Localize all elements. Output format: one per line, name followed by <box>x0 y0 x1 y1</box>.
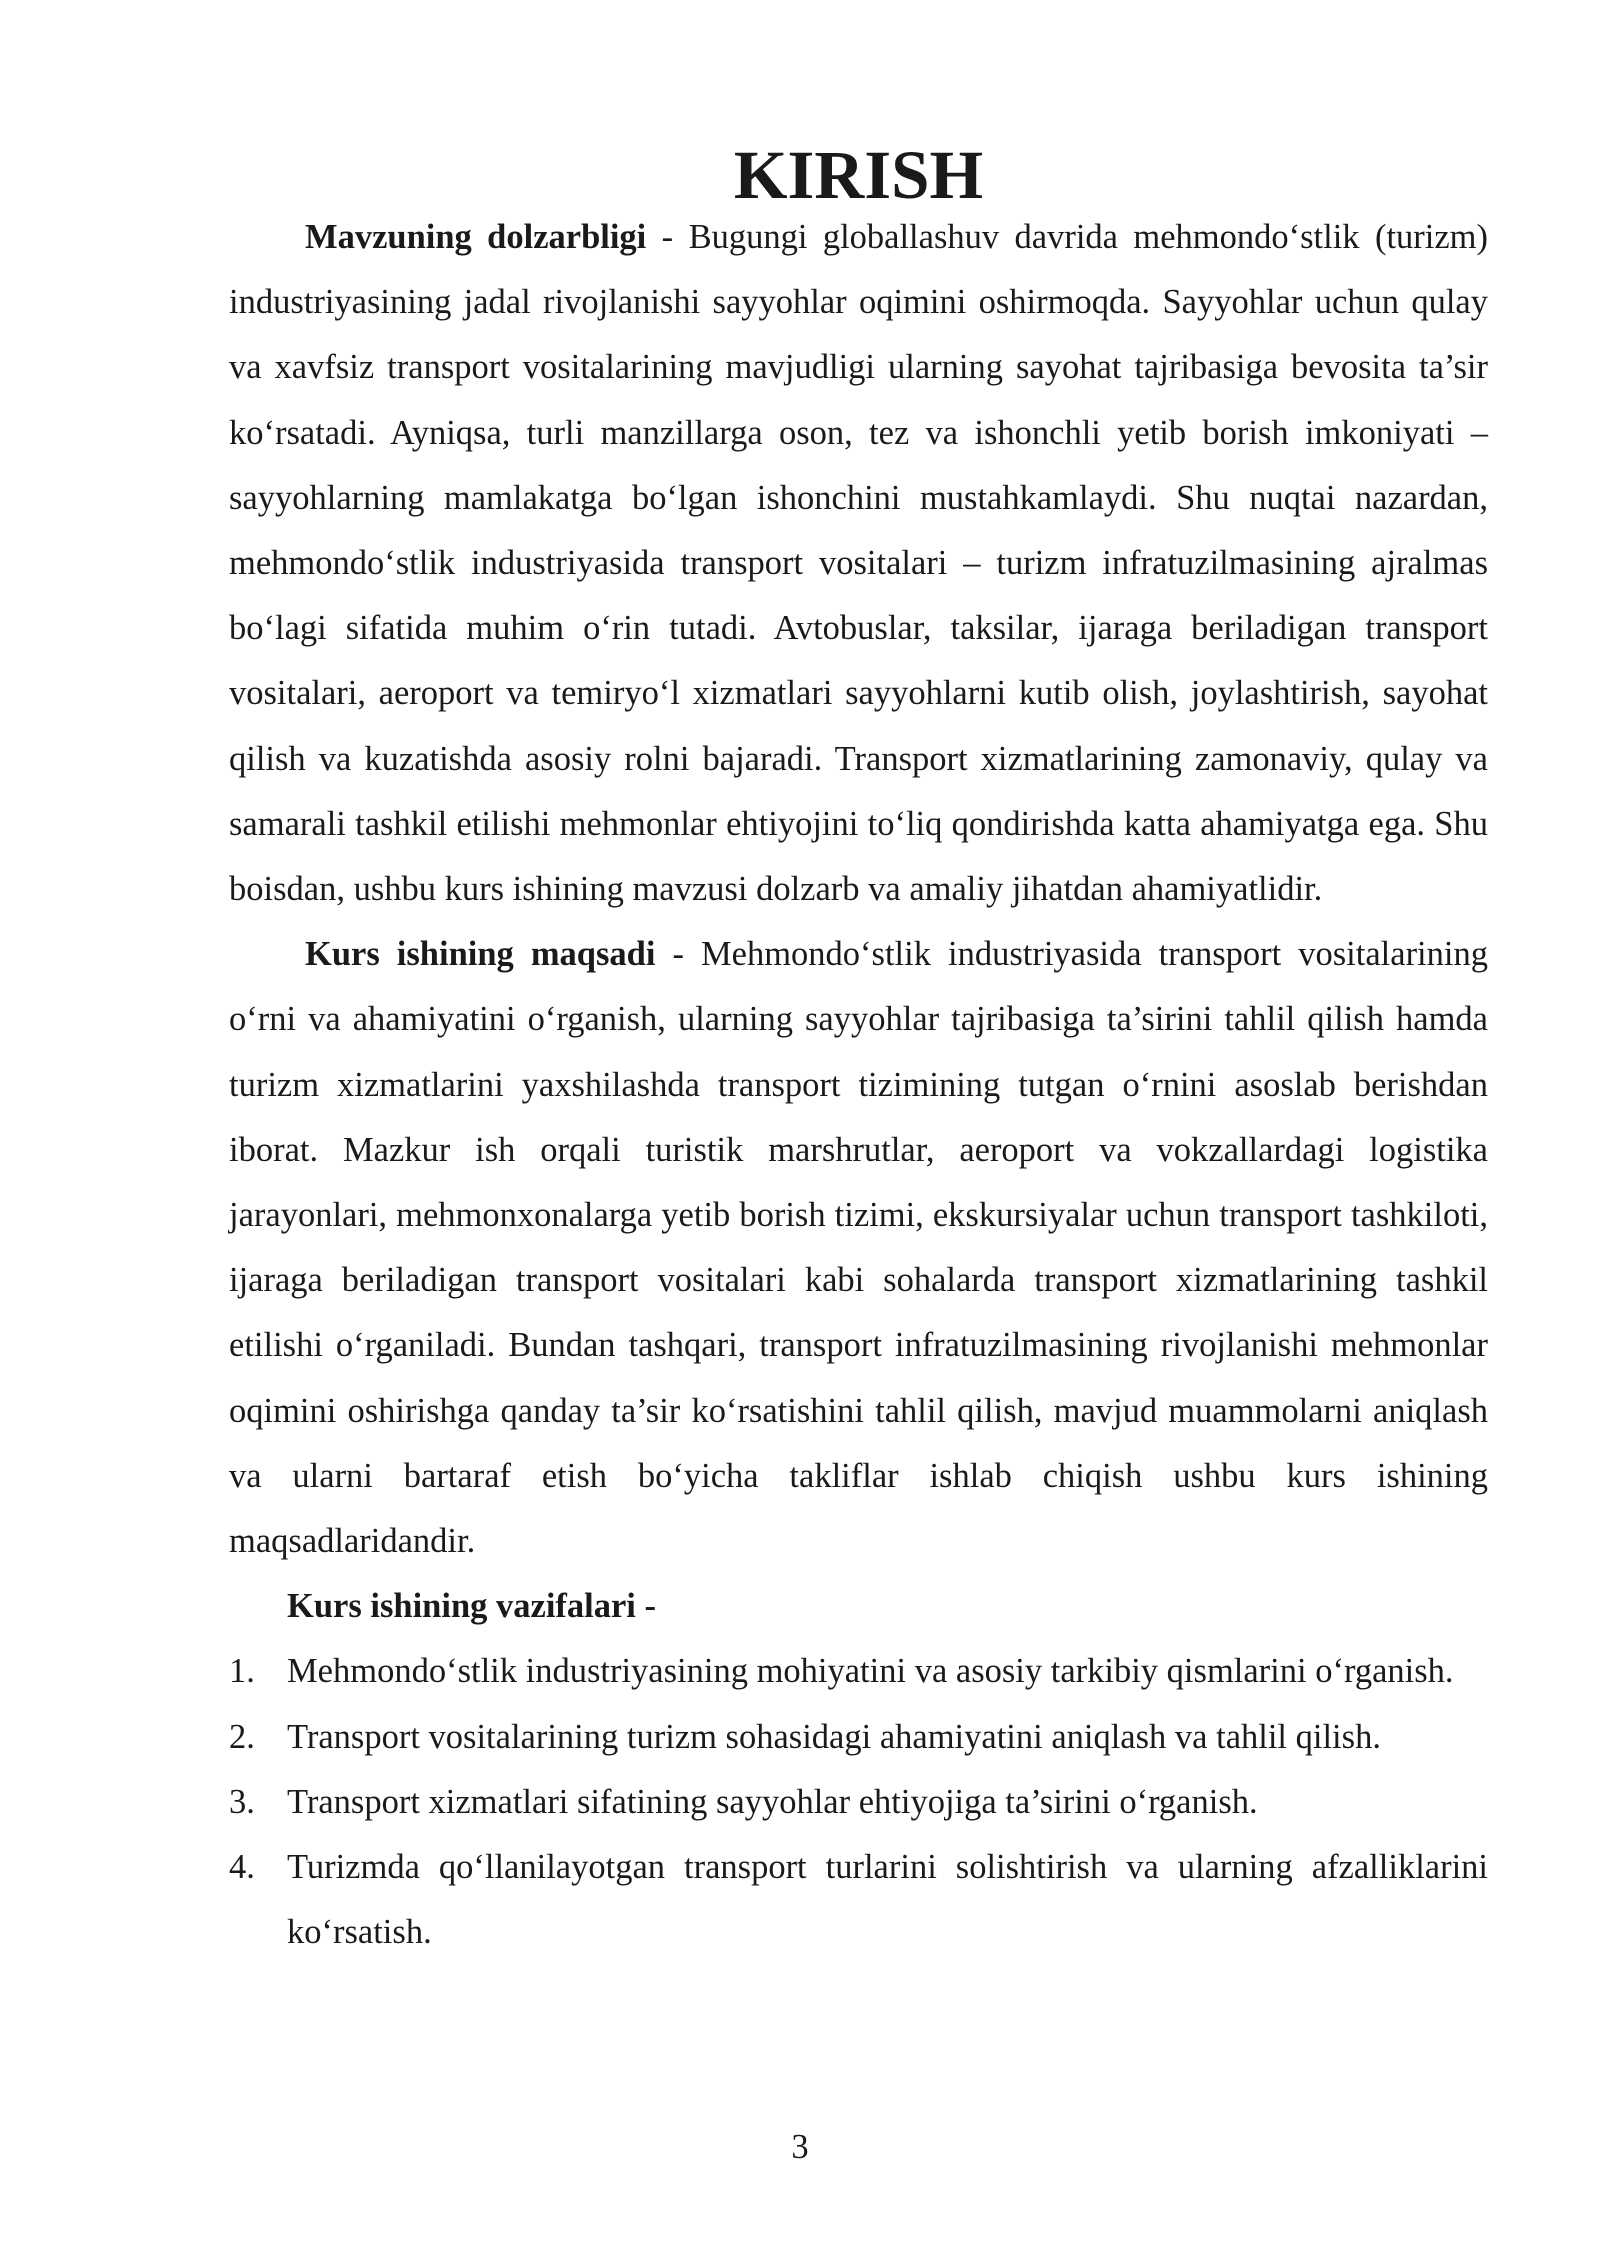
task-number: 1. <box>229 1652 255 1691</box>
task-number: 3. <box>229 1782 255 1821</box>
task-text: Mehmondo‘stlik industriyasining mohiyatini va asosiy tarkibiy qismlarini o‘rganish. <box>287 1652 1454 1691</box>
task-item <box>229 1835 1488 1965</box>
tasks-heading: Kurs ishining vazifalari - <box>287 1587 656 1626</box>
task-item <box>229 1705 1488 1770</box>
goal-paragraph <box>229 922 1488 1574</box>
tasks-list <box>229 1639 1488 1965</box>
goal-separator: - <box>655 935 701 974</box>
document-page <box>229 137 1488 1965</box>
task-text: Transport xizmatlari sifatining sayyohlar ehtiyojiga ta’sirini o‘rganish. <box>287 1782 1258 1821</box>
relevance-text: Bugungi globallashuv davrida mehmondo‘stlik (turizm) industriyasining jadal rivojlanishi sayyohlar oqimini oshirmoqda. Sayyohlar uchun qulay va xavfsiz transport vositalarining mavjudligi ularning sayohat tajribasiga bevosita ta’sir ko‘rsatadi. Ayniqsa, turli manzillarga oson, tez va ishonchli yetib borish imkoniyati – sayyohlarning mamlakatga bo‘lgan ishonchini mustahkamlaydi. Shu nuqtai nazardan, mehmondo‘stlik industriyasida transport vositalari – turizm infratuzilmasining ajralmas bo‘lagi sifatida muhim o‘rin tutadi. Avtobuslar, taksilar, ijaraga beriladigan transport vositalari, aeroport va temiryo‘l xizmatlari sayyohlarni kutib olish, joylashtirish, sayohat qilish va kuzatishda asosiy rolni bajaradi. Transport xizmatlarining zamonaviy, qulay va samarali tashkil etilishi mehmonlar ehtiyojini to‘liq qondirishda katta ahamiyatga ega. Shu boisdan, ushbu kurs ishining mavzusi dolzarb va amaliy jihatdan ahamiyatlidir. <box>229 218 1488 909</box>
goal-text: Mehmondo‘stlik industriyasida transport vositalarining o‘rni va ahamiyatini o‘rganish, ularning sayyohlar tajribasiga ta’sirini tahlil qilish hamda turizm xizmatlarini yaxshilashda transport tizimining tutgan o‘rnini asoslab berishdan iborat. Mazkur ish orqali turistik marshrutlar, aeroport va vokzallardagi logistika jarayonlari, mehmonxonalarga yetib borish tizimi, ekskursiyalar uchun transport tashkiloti, ijaraga beriladigan transport vositalari kabi sohalarda transport xizmatlarining tashkil etilishi o‘rganiladi. Bundan tashqari, transport infratuzilmasining rivojlanishi mehmonlar oqimini oshirishga qanday ta’sir ko‘rsatishini tahlil qilish, mavjud muammolarni aniqlash va ularni bartaraf etish bo‘yicha takliflar ishlab chiqish ushbu kurs ishining maqsadlaridandir. <box>229 935 1488 1561</box>
relevance-label: Mavzuning dolzarbligi <box>305 218 647 256</box>
relevance-paragraph <box>229 205 1488 922</box>
task-item <box>229 1770 1488 1835</box>
task-text: Transport vositalarining turizm sohasidagi ahamiyatini aniqlash va tahlil qilish. <box>287 1717 1381 1756</box>
relevance-separator: - <box>646 218 689 256</box>
task-number: 2. <box>229 1717 255 1756</box>
goal-label: Kurs ishining maqsadi <box>305 935 656 974</box>
page-number: 3 <box>791 2128 809 2166</box>
task-text: Turizmda qo‘llanilayotgan transport turlarini solishtirish va ularning afzalliklarini ko‘rsatish. <box>287 1848 1488 1952</box>
task-item <box>229 1639 1488 1704</box>
section-title: KIRISH <box>733 137 984 213</box>
task-number: 4. <box>229 1848 255 1887</box>
